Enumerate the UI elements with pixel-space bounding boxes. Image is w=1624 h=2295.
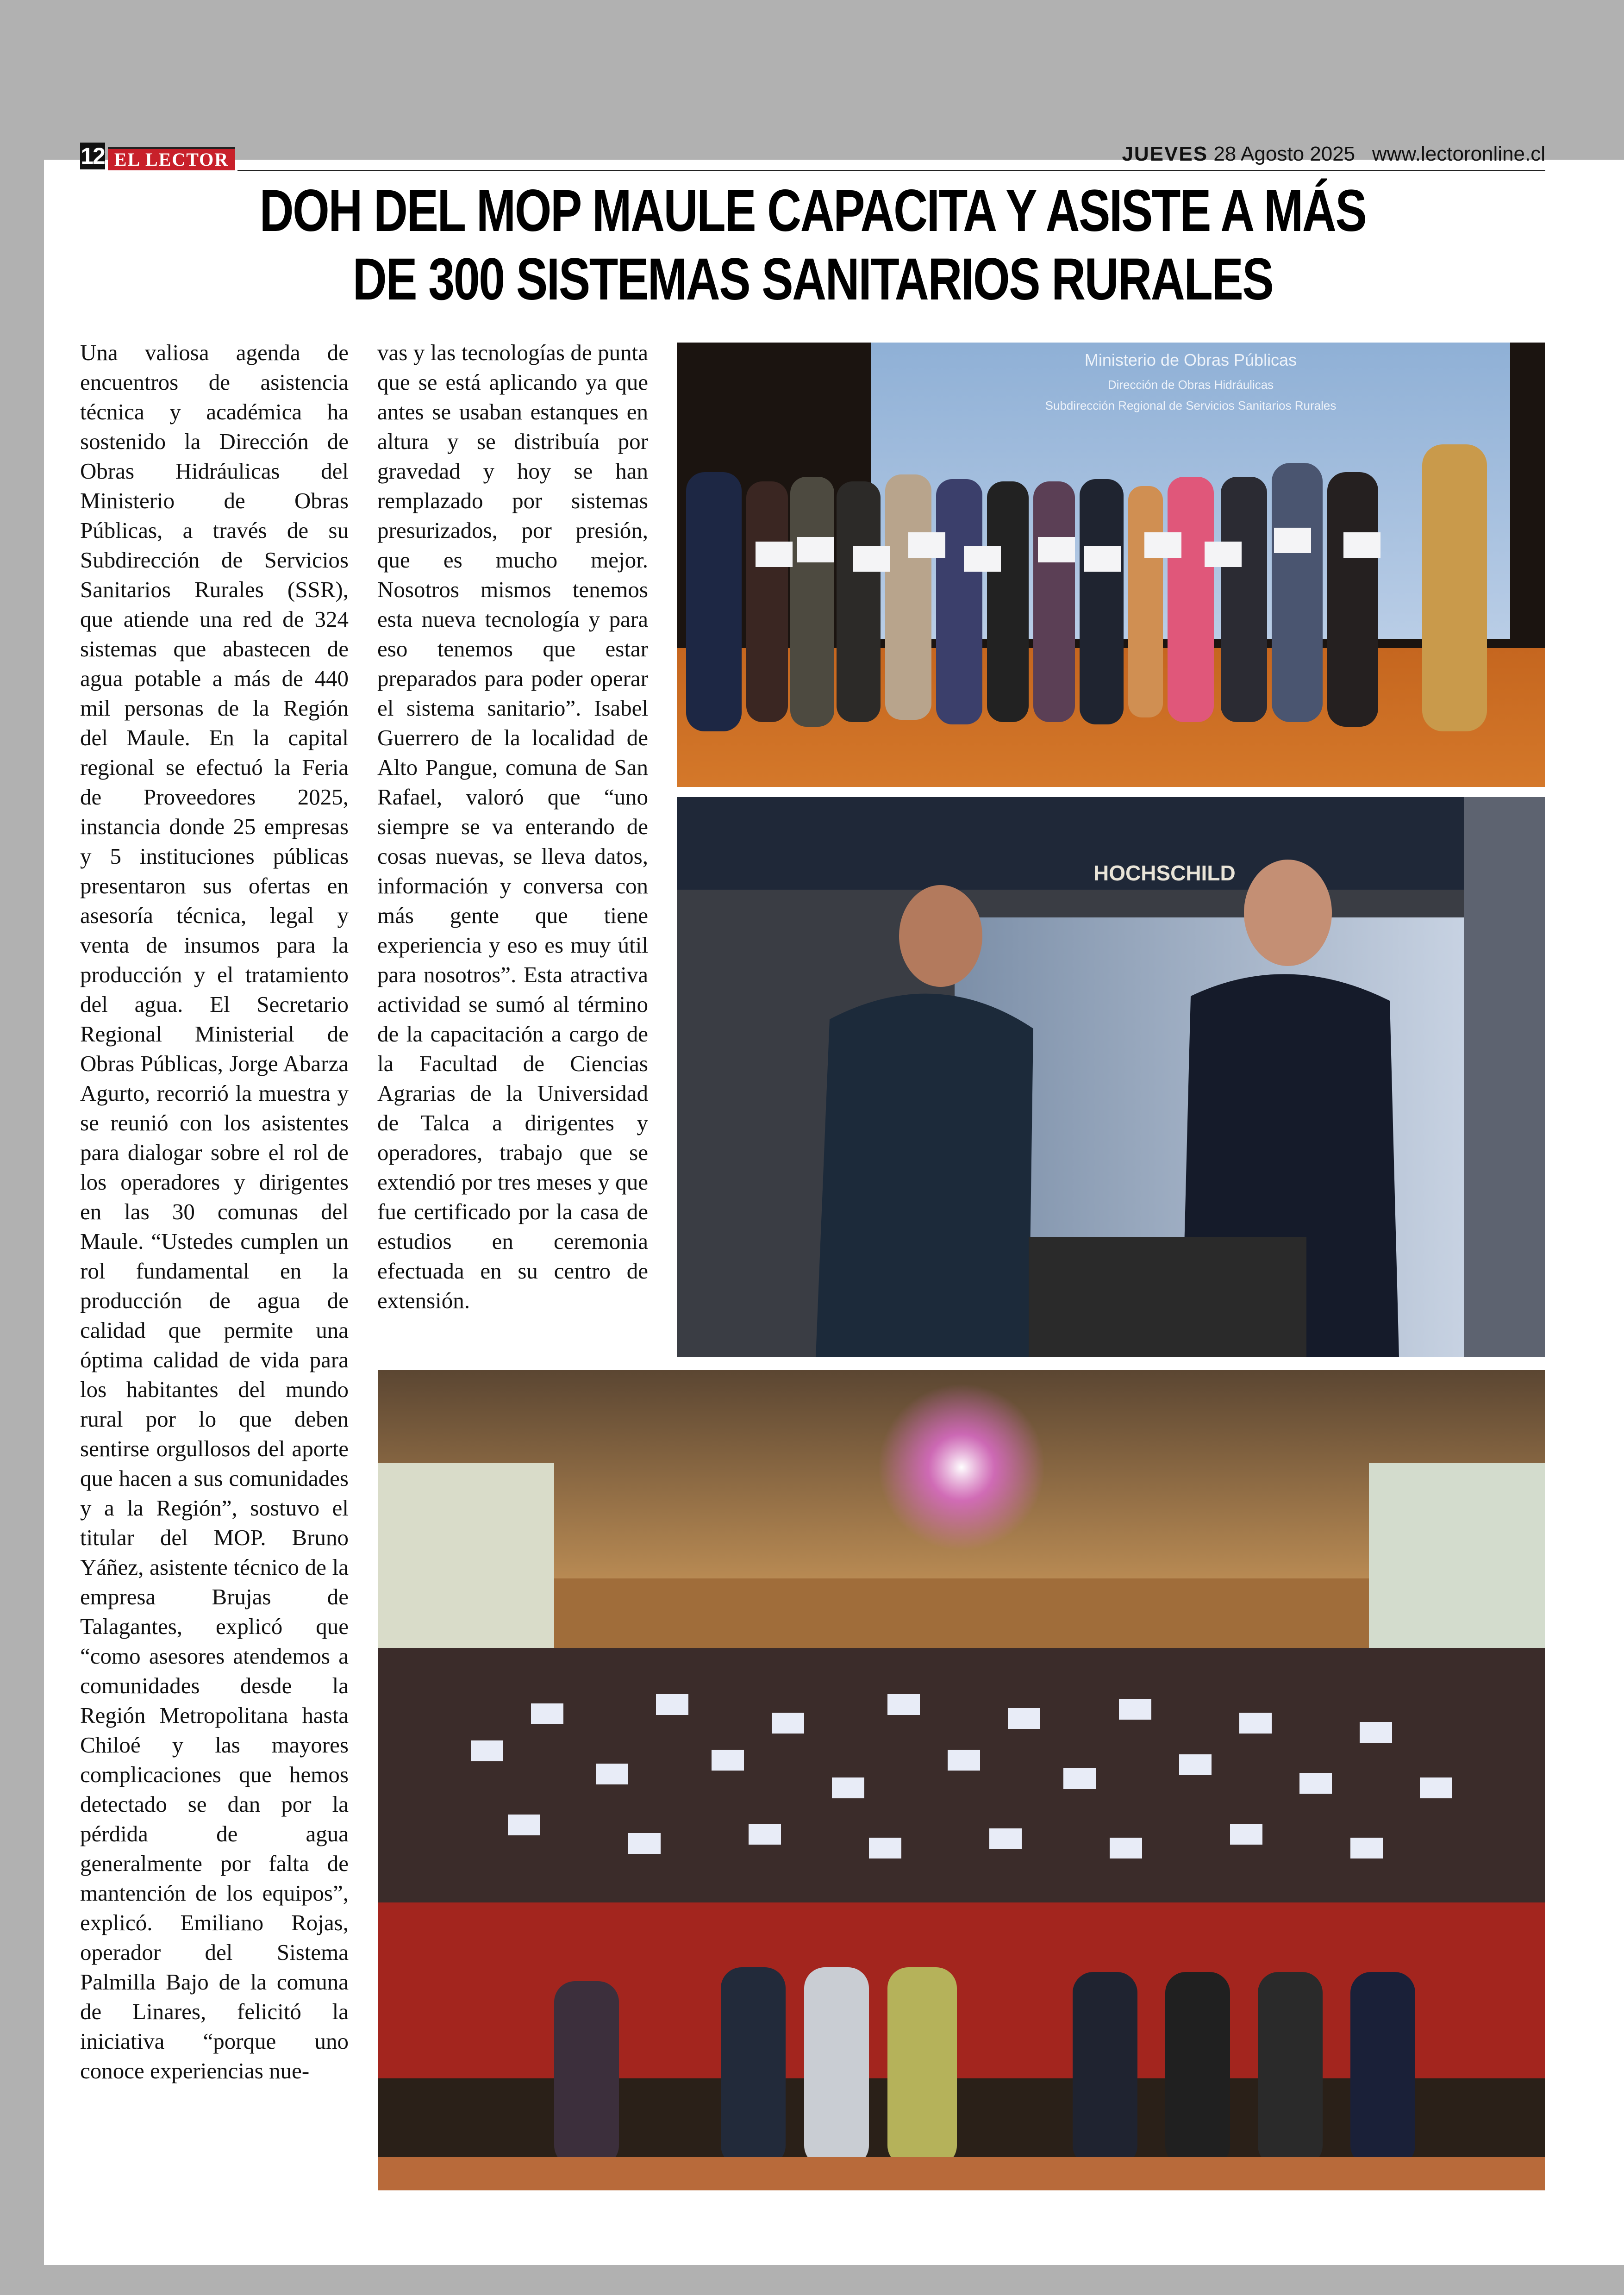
booth-sign: HOCHSCHILD bbox=[1093, 861, 1236, 885]
website-url: www.lectoronline.cl bbox=[1372, 143, 1545, 165]
newspaper-logo: EL LECTOR bbox=[108, 147, 235, 170]
article-headline: DOH DEL MOP MAULE CAPACITA Y ASISTE A MÁS DE 300 SISTEMAS SANITARIOS RURALES bbox=[259, 178, 1366, 312]
photo-auditorium-audience bbox=[378, 1370, 1545, 2190]
header-rule bbox=[237, 170, 1545, 171]
photo-stage-group bbox=[677, 343, 1545, 787]
dateline bbox=[1122, 143, 1545, 166]
dateline-date: 28 Agosto 2025 bbox=[1213, 143, 1355, 165]
photo-booth-conversation bbox=[677, 797, 1545, 1357]
page-number: 12 bbox=[81, 143, 105, 169]
stage-screen-line2: Dirección de Obras Hidráulicas bbox=[1107, 378, 1274, 392]
dateline-day: JUEVES bbox=[1122, 143, 1208, 165]
stage-screen-line3: Subdirección Regional de Servicios Sanitarios Rurales bbox=[1045, 399, 1337, 412]
article-column-1: Una valiosa agenda de encuentros de asistencia técnica y académica ha sostenido la Dirección de Obras Hidráulicas del Ministerio de Obras Públicas, a través de su Subdirección de Servicios Sanitarios Rurales (SSR), que atiende una red de 324 sistemas que abastecen de agua potable a más de 440 mil personas de la Región del Maule. En la capital regional se efectuó la Feria de Proveedores 2025, instancia donde 25 empresas y 5 instituciones públicas presentaron sus ofertas en asesoría técnica, legal y venta de insumos para la producción y el tratamiento del agua. El Secretario Regional Ministerial de Obras Públicas, Jorge Abarza Agurto, recorrió la muestra y se reunió con los asistentes para dialogar sobre el rol de los operadores y dirigentes en las 30 comunas del Maule. “Ustedes cumplen un rol fundamental en la producción de agua de calidad que permite una óptima calidad de vida para los habitantes del mundo rural por lo que deben sentirse orgullosos del aporte que hacen a sus comunidades y a la Región”, sostuvo el titular del MOP. Bruno Yáñez, asistente técnico de la empresa Brujas de Talagantes, explicó que “como asesores atendemos a comunidades desde la Región Metropolitana hasta Chiloé y las mayores complicaciones que hemos detectado se dan por la pérdida de agua generalmente por falta de mantención de los equipos”, explicó. Emiliano Rojas, operador del Sistema Palmilla Bajo de la comuna de Linares, felicitó la iniciativa “porque uno conoce experiencias nue- bbox=[80, 340, 349, 2083]
article-column-2: vas y las tecnologías de punta que se está aplicando ya que antes se usaban estanques en altura y se distribuía por gravedad y hoy se han remplazado por sistemas presurizados, por presión, que es mucho mejor. Nosotros mismos tenemos esta nueva tecnología y para eso tenemos que estar preparados para poder operar el sistema sanitario”. Isabel Guerrero de la localidad de Alto Pangue, comuna de San Rafael, valoró que “uno siempre se va enterando de cosas nuevas, se lleva datos, información y conversa con más gente que tiene experiencia y eso es muy útil para nosotros”. Esta atractiva actividad se sumó al término de la capacitación a cargo de la Facultad de Ciencias Agrarias de la Universidad de Talca a dirigentes y operadores, trabajo que se extendió por tres meses y que fue certificado por la casa de estudios en ceremonia efectuada en su centro de extensión. bbox=[377, 340, 648, 1313]
page-header bbox=[80, 139, 1545, 171]
stage-screen-line1: Ministerio de Obras Públicas bbox=[1084, 350, 1297, 369]
standing-people bbox=[686, 444, 1487, 731]
